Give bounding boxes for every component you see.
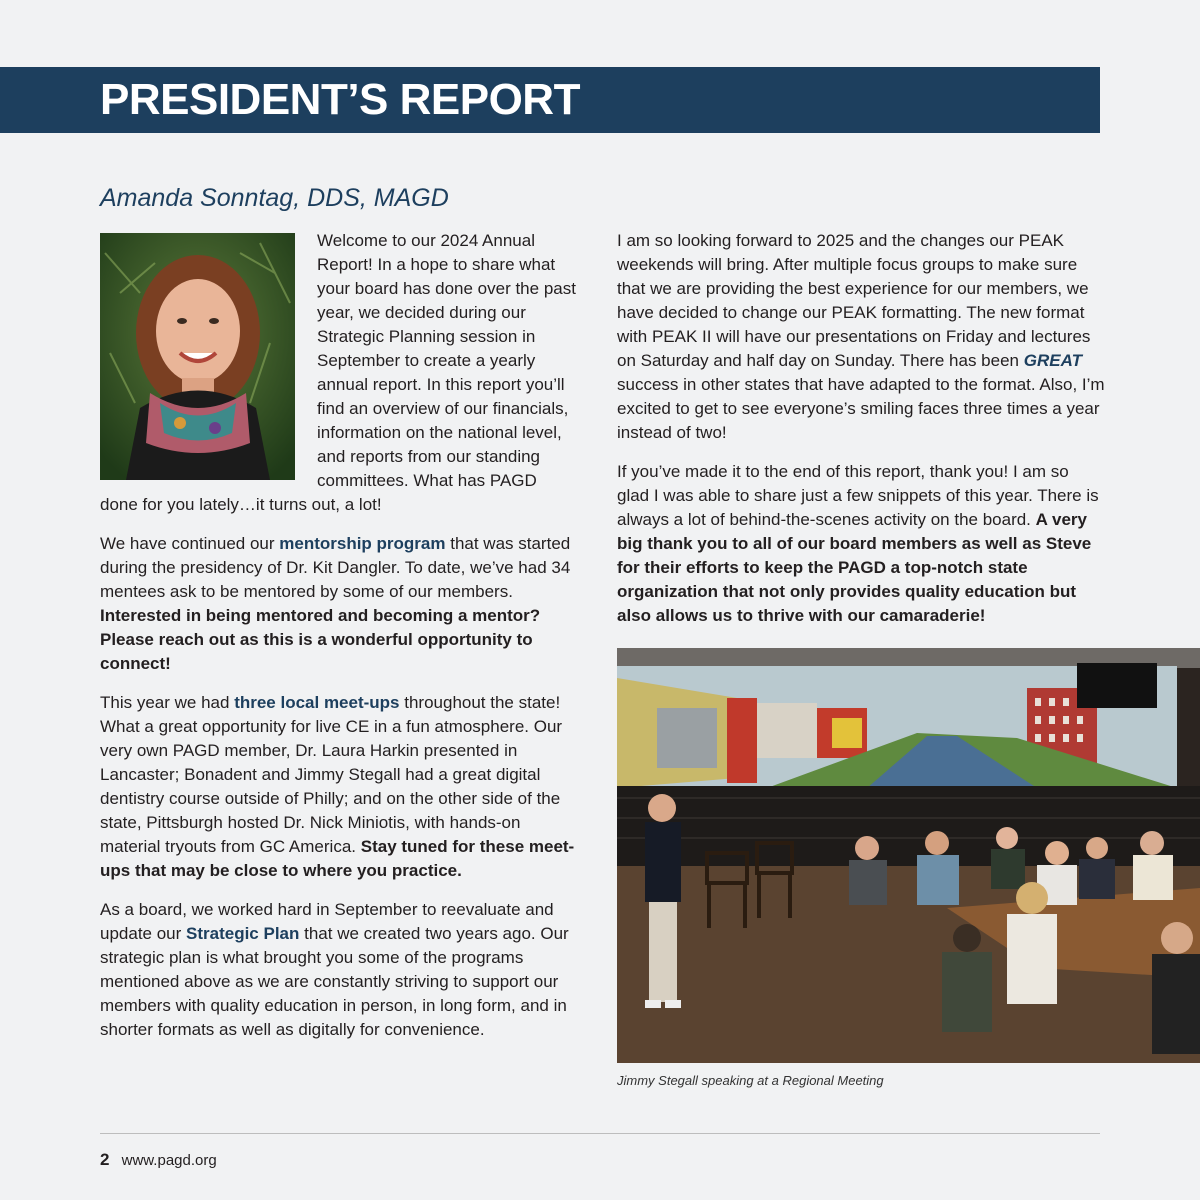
portrait-image — [100, 233, 295, 480]
right-column — [617, 229, 1105, 643]
page-title: PRESIDENT’S REPORT — [100, 75, 580, 124]
strategic-plan-paragraph: As a board, we worked hard in September to reevaluate and update our Strategic Plan that we created two years ago. Our strategic plan is what brought you some of the programs mentioned above as we are constantly striving to support our members with quality education in person, in long form, and in shorter formats as well as digitally for convenience. — [100, 900, 569, 1039]
author-portrait — [100, 233, 295, 480]
left-column — [100, 229, 578, 1057]
mentorship-program-link: mentorship program — [279, 534, 446, 553]
title-banner — [0, 67, 1100, 133]
great-emphasis: GREAT — [1023, 351, 1082, 370]
meetups-paragraph: This year we had three local meet-ups throughout the state! What a great opportunity for live CE in a fun atmosphere. Our very own PAGD member, Dr. Laura Harkin presented in Lancaster; Bonadent and Jimmy Stegall had a great digital dentistry course outside of Philly; and on the other side of the state, Pittsburgh hosted Dr. Nick Miniotis, with hands-on material tryouts from GC America. Stay tuned for these meet-ups that may be close to where you practice. — [100, 693, 575, 880]
meeting-photo — [617, 648, 1200, 1063]
meeting-photo-image — [617, 648, 1200, 1063]
footer-divider — [100, 1133, 1100, 1134]
mentorship-paragraph: We have continued our mentorship program that was started during the presidency of Dr. Kit Dangler. To date, we’ve had 34 mentees ask to be mentored by some of our members. Interested in being mentored and becoming a mentor? Please reach out as this is a wonderful opportunity to connect! — [100, 534, 571, 673]
strategic-plan-link: Strategic Plan — [186, 924, 300, 943]
website-link[interactable]: www.pagd.org — [121, 1152, 217, 1169]
meetups-link: three local meet-ups — [234, 693, 400, 712]
thank-you-paragraph: If you’ve made it to the end of this report, thank you! I am so glad I was able to share just a few snippets of this year. There is always a lot of behind-the-scenes activity on the board. A very big thank you to all of our board members as well as Steve for their efforts to keep the PAGD a top-notch state organization that not only provides quality education but also allows us to thrive with our camaraderie! — [617, 462, 1099, 625]
author-name: Amanda Sonntag, DDS, MAGD — [100, 184, 449, 212]
intro-paragraph: Welcome to our 2024 Annual Report! In a hope to share what your board has done over the past year, we decided during our Strategic Planning session in September to create a yearly annual report. In this report you’ll find an overview of our financials, information on the national level, and reports from our standing committees. What has PAGD done for you lately…it turns out, a lot! — [100, 231, 576, 514]
peak-paragraph: I am so looking forward to 2025 and the changes our PEAK weekends will bring. After multiple focus groups to make sure that we are providing the best experience for our members, we have decided to change our PEAK formatting. The new format with PEAK II will have our presentations on Friday and lectures on Saturday and half day on Sunday. There has been GREAT success in other states that have adapted to the format. Also, I’m excited to get to see everyone’s smiling faces three times a year instead of two! — [617, 231, 1105, 442]
photo-caption: Jimmy Stegall speaking at a Regional Meeting — [617, 1073, 884, 1088]
page-number: 2 — [100, 1150, 110, 1169]
footer — [100, 1150, 217, 1170]
